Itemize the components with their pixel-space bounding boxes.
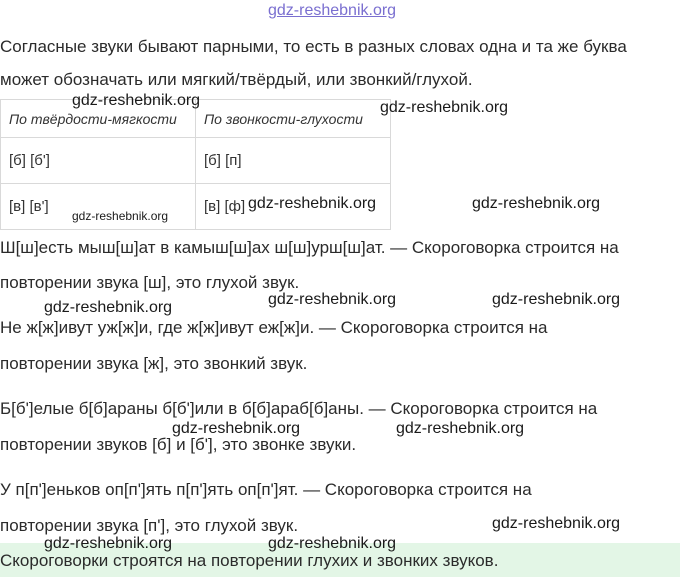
table-cell: [б] [б'] bbox=[1, 138, 196, 184]
watermark: gdz-reshebnik.org bbox=[172, 420, 301, 437]
paragraph-3-line-2: повторении звуков [б] и [б'], это звонке звуки. bbox=[0, 435, 357, 454]
paragraph-4-line-2: повторении звука [п'], это глухой звук. bbox=[0, 516, 299, 535]
watermark: gdz-reshebnik.org bbox=[268, 291, 397, 308]
intro-line-2: может обозначать или мягкий/твёрдый, или звонкий/глухой. bbox=[0, 70, 473, 89]
watermark: gdz-reshebnik.org bbox=[380, 99, 509, 116]
intro-line-1: Согласные звуки бывают парными, то есть в разных словах одна и та же буква bbox=[0, 37, 627, 56]
watermark: gdz-reshebnik.org bbox=[44, 299, 173, 316]
table-cell: [в] [ф] bbox=[196, 184, 391, 230]
paragraph-1-line-2: повторении звука [ш], это глухой звук. bbox=[0, 273, 300, 292]
watermark: gdz-reshebnik.org bbox=[44, 535, 173, 552]
watermark: gdz-reshebnik.org bbox=[72, 92, 201, 109]
conclusion: Скороговорки строятся на повторении глухих и звонких звуков. bbox=[0, 551, 499, 570]
table-cell: [б] [п] bbox=[196, 138, 391, 184]
paragraph-3-line-1: Б[б']елые б[б]араны б[б']или в б[б]араб[б]аны. — Скороговорка строится на bbox=[0, 399, 598, 418]
table-row bbox=[1, 138, 391, 184]
paragraph-1-line-1: Ш[ш]есть мыш[ш]ат в камыш[ш]ах ш[ш]урш[ш]ат. — Скороговорка строится на bbox=[0, 238, 619, 257]
paragraph-2-line-1: Не ж[ж]ивут уж[ж]и, где ж[ж]ивут еж[ж]и. — Скороговорка строится на bbox=[0, 318, 548, 337]
watermark: gdz-reshebnik.org bbox=[492, 515, 621, 532]
watermark: gdz-reshebnik.org bbox=[396, 420, 525, 437]
watermark: gdz-reshebnik.org bbox=[268, 535, 397, 552]
table-header: По звонкости-глухости bbox=[196, 100, 391, 138]
table-header: По твёрдости-мягкости bbox=[1, 100, 196, 138]
watermark: gdz-reshebnik.org bbox=[472, 195, 601, 212]
watermark: gdz-reshebnik.org bbox=[72, 209, 169, 223]
watermark: gdz-reshebnik.org bbox=[492, 291, 621, 308]
watermark: gdz-reshebnik.org bbox=[268, 2, 397, 19]
table-cell: [в] [в'] bbox=[1, 184, 196, 230]
watermark: gdz-reshebnik.org bbox=[248, 195, 377, 212]
paragraph-2-line-2: повторении звука [ж], это звонкий звук. bbox=[0, 354, 308, 373]
paragraph-4-line-1: У п[п']еньков оп[п']ять п[п']ять оп[п']ят. — Скороговорка строится на bbox=[0, 480, 532, 499]
